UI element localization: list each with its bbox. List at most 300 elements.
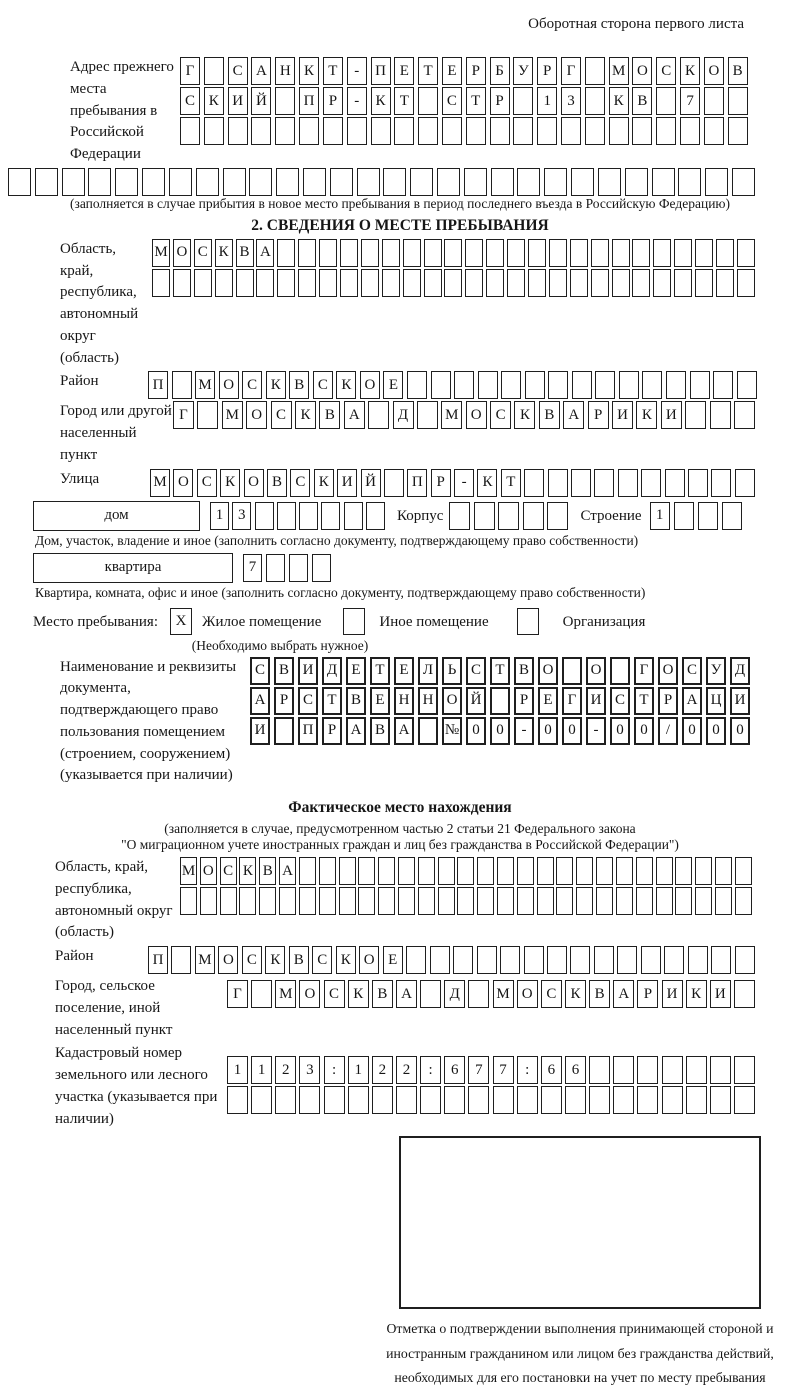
- char-cell[interactable]: [690, 371, 710, 399]
- char-cell[interactable]: [8, 168, 31, 196]
- char-cell[interactable]: [486, 239, 504, 267]
- char-cell[interactable]: В: [632, 87, 652, 115]
- char-cell[interactable]: [704, 117, 724, 145]
- char-cell[interactable]: [418, 117, 438, 145]
- char-cell[interactable]: Д: [393, 401, 414, 429]
- char-cell[interactable]: 0: [706, 717, 726, 745]
- char-cell[interactable]: Т: [394, 87, 414, 115]
- char-cell[interactable]: [249, 168, 272, 196]
- char-cell[interactable]: [465, 239, 483, 267]
- char-cell[interactable]: [289, 554, 308, 582]
- char-cell[interactable]: С: [324, 980, 345, 1008]
- char-cell[interactable]: В: [372, 980, 393, 1008]
- char-cell[interactable]: А: [279, 857, 296, 885]
- char-cell[interactable]: [585, 57, 605, 85]
- char-cell[interactable]: [344, 502, 363, 530]
- char-cell[interactable]: М: [195, 946, 215, 974]
- char-cell[interactable]: С: [682, 657, 702, 685]
- char-cell[interactable]: [348, 1086, 369, 1114]
- char-cell[interactable]: [561, 117, 581, 145]
- char-cell[interactable]: [713, 371, 733, 399]
- char-cell[interactable]: [303, 168, 326, 196]
- char-cell[interactable]: 0: [490, 717, 510, 745]
- char-cell[interactable]: [737, 269, 755, 297]
- char-cell[interactable]: О: [200, 857, 217, 885]
- char-cell[interactable]: С: [242, 946, 262, 974]
- char-cell[interactable]: [438, 857, 455, 885]
- char-cell[interactable]: [298, 269, 316, 297]
- char-cell[interactable]: И: [228, 87, 248, 115]
- char-cell[interactable]: [735, 887, 752, 915]
- char-cell[interactable]: [636, 887, 653, 915]
- char-cell[interactable]: 0: [466, 717, 486, 745]
- char-cell[interactable]: [734, 980, 755, 1008]
- char-cell[interactable]: [585, 117, 605, 145]
- char-cell[interactable]: [330, 168, 353, 196]
- char-cell[interactable]: [477, 857, 494, 885]
- char-cell[interactable]: [403, 269, 421, 297]
- char-cell[interactable]: А: [563, 401, 584, 429]
- char-cell[interactable]: Т: [418, 57, 438, 85]
- char-cell[interactable]: Н: [275, 57, 295, 85]
- char-cell[interactable]: В: [289, 946, 309, 974]
- char-cell[interactable]: [180, 887, 197, 915]
- char-cell[interactable]: Е: [394, 57, 414, 85]
- char-cell[interactable]: О: [538, 657, 558, 685]
- char-cell[interactable]: [491, 168, 514, 196]
- char-cell[interactable]: О: [219, 371, 239, 399]
- char-cell[interactable]: [675, 857, 692, 885]
- char-cell[interactable]: [571, 168, 594, 196]
- char-cell[interactable]: [662, 1086, 683, 1114]
- char-cell[interactable]: И: [612, 401, 633, 429]
- char-cell[interactable]: [403, 239, 421, 267]
- char-cell[interactable]: [596, 887, 613, 915]
- char-cell[interactable]: [298, 239, 316, 267]
- char-cell[interactable]: [636, 857, 653, 885]
- char-cell[interactable]: [698, 502, 718, 530]
- char-cell[interactable]: М: [195, 371, 215, 399]
- char-cell[interactable]: К: [215, 239, 233, 267]
- char-cell[interactable]: И: [661, 401, 682, 429]
- char-cell[interactable]: [324, 1086, 345, 1114]
- char-cell[interactable]: И: [337, 469, 357, 497]
- char-cell[interactable]: [594, 469, 614, 497]
- char-cell[interactable]: [513, 87, 533, 115]
- char-cell[interactable]: [710, 401, 731, 429]
- char-cell[interactable]: С: [442, 87, 462, 115]
- char-cell[interactable]: Н: [418, 687, 438, 715]
- char-cell[interactable]: [716, 269, 734, 297]
- char-cell[interactable]: [417, 401, 438, 429]
- char-cell[interactable]: [35, 168, 58, 196]
- char-cell[interactable]: [617, 946, 637, 974]
- char-cell[interactable]: [398, 857, 415, 885]
- char-cell[interactable]: [339, 857, 356, 885]
- char-cell[interactable]: О: [360, 371, 380, 399]
- char-cell[interactable]: [478, 371, 498, 399]
- char-cell[interactable]: Р: [431, 469, 451, 497]
- char-cell[interactable]: [641, 946, 661, 974]
- char-cell[interactable]: Р: [466, 57, 486, 85]
- char-cell[interactable]: [632, 239, 650, 267]
- char-cell[interactable]: 0: [634, 717, 654, 745]
- char-cell[interactable]: [548, 469, 568, 497]
- char-cell[interactable]: [227, 1086, 248, 1114]
- char-cell[interactable]: А: [344, 401, 365, 429]
- char-cell[interactable]: 1: [348, 1056, 369, 1084]
- char-cell[interactable]: [653, 239, 671, 267]
- char-cell[interactable]: У: [513, 57, 533, 85]
- char-cell[interactable]: К: [265, 946, 285, 974]
- char-cell[interactable]: [734, 1086, 755, 1114]
- char-cell[interactable]: С: [298, 687, 318, 715]
- char-cell[interactable]: [371, 117, 391, 145]
- char-cell[interactable]: 1: [650, 502, 670, 530]
- char-cell[interactable]: [468, 980, 489, 1008]
- char-cell[interactable]: [674, 239, 692, 267]
- char-cell[interactable]: И: [250, 717, 270, 745]
- char-cell[interactable]: Е: [442, 57, 462, 85]
- char-cell[interactable]: [507, 269, 525, 297]
- char-cell[interactable]: [695, 857, 712, 885]
- char-cell[interactable]: [444, 1086, 465, 1114]
- char-cell[interactable]: [612, 239, 630, 267]
- char-cell[interactable]: [656, 117, 676, 145]
- char-cell[interactable]: [457, 857, 474, 885]
- char-cell[interactable]: №: [442, 717, 462, 745]
- char-cell[interactable]: [62, 168, 85, 196]
- char-cell[interactable]: [591, 269, 609, 297]
- char-cell[interactable]: [444, 269, 462, 297]
- char-cell[interactable]: [275, 117, 295, 145]
- char-cell[interactable]: [200, 887, 217, 915]
- char-cell[interactable]: [695, 269, 713, 297]
- char-cell[interactable]: [299, 1086, 320, 1114]
- char-cell[interactable]: Г: [180, 57, 200, 85]
- char-cell[interactable]: Е: [383, 371, 403, 399]
- char-cell[interactable]: В: [236, 239, 254, 267]
- char-cell[interactable]: К: [336, 371, 356, 399]
- char-cell[interactable]: В: [274, 657, 294, 685]
- char-cell[interactable]: 7: [493, 1056, 514, 1084]
- char-cell[interactable]: [215, 269, 233, 297]
- char-cell[interactable]: [591, 239, 609, 267]
- char-cell[interactable]: [711, 946, 731, 974]
- char-cell[interactable]: [274, 717, 294, 745]
- char-cell[interactable]: П: [299, 87, 319, 115]
- char-cell[interactable]: [418, 87, 438, 115]
- char-cell[interactable]: [115, 168, 138, 196]
- char-cell[interactable]: :: [517, 1056, 538, 1084]
- char-cell[interactable]: X: [170, 608, 192, 635]
- char-cell[interactable]: [642, 371, 662, 399]
- char-cell[interactable]: [299, 502, 318, 530]
- char-cell[interactable]: [666, 371, 686, 399]
- char-cell[interactable]: А: [396, 980, 417, 1008]
- char-cell[interactable]: П: [371, 57, 391, 85]
- char-cell[interactable]: [576, 857, 593, 885]
- char-cell[interactable]: В: [319, 401, 340, 429]
- char-cell[interactable]: [449, 502, 470, 530]
- char-cell[interactable]: [239, 887, 256, 915]
- char-cell[interactable]: К: [371, 87, 391, 115]
- char-cell[interactable]: Е: [370, 687, 390, 715]
- char-cell[interactable]: С: [290, 469, 310, 497]
- char-cell[interactable]: К: [266, 371, 286, 399]
- char-cell[interactable]: [613, 1086, 634, 1114]
- char-cell[interactable]: [572, 371, 592, 399]
- char-cell[interactable]: М: [180, 857, 197, 885]
- char-cell[interactable]: [321, 502, 340, 530]
- char-cell[interactable]: [570, 269, 588, 297]
- char-cell[interactable]: [735, 857, 752, 885]
- char-cell[interactable]: Г: [227, 980, 248, 1008]
- char-cell[interactable]: С: [180, 87, 200, 115]
- char-cell[interactable]: К: [204, 87, 224, 115]
- char-cell[interactable]: [737, 239, 755, 267]
- char-cell[interactable]: И: [730, 687, 750, 715]
- char-cell[interactable]: [497, 887, 514, 915]
- char-cell[interactable]: [722, 502, 742, 530]
- char-cell[interactable]: [637, 1056, 658, 1084]
- char-cell[interactable]: [358, 857, 375, 885]
- char-cell[interactable]: [565, 1086, 586, 1114]
- char-cell[interactable]: П: [407, 469, 427, 497]
- char-cell[interactable]: [454, 371, 474, 399]
- char-cell[interactable]: О: [244, 469, 264, 497]
- char-cell[interactable]: [173, 269, 191, 297]
- char-cell[interactable]: [685, 401, 706, 429]
- char-cell[interactable]: 0: [610, 717, 630, 745]
- char-cell[interactable]: [618, 469, 638, 497]
- char-cell[interactable]: [384, 469, 404, 497]
- char-cell[interactable]: [653, 269, 671, 297]
- char-cell[interactable]: А: [613, 980, 634, 1008]
- char-cell[interactable]: К: [239, 857, 256, 885]
- char-cell[interactable]: О: [173, 469, 193, 497]
- char-cell[interactable]: [610, 657, 630, 685]
- char-cell[interactable]: [716, 239, 734, 267]
- char-cell[interactable]: С: [228, 57, 248, 85]
- char-cell[interactable]: П: [148, 371, 168, 399]
- char-cell[interactable]: С: [610, 687, 630, 715]
- char-cell[interactable]: [357, 168, 380, 196]
- char-cell[interactable]: А: [394, 717, 414, 745]
- char-cell[interactable]: [665, 469, 685, 497]
- char-cell[interactable]: [688, 946, 708, 974]
- char-cell[interactable]: [465, 269, 483, 297]
- char-cell[interactable]: [570, 239, 588, 267]
- char-cell[interactable]: [457, 887, 474, 915]
- char-cell[interactable]: [255, 502, 274, 530]
- char-cell[interactable]: [418, 857, 435, 885]
- char-cell[interactable]: [632, 117, 652, 145]
- char-cell[interactable]: [609, 117, 629, 145]
- char-cell[interactable]: [406, 946, 426, 974]
- char-cell[interactable]: [537, 887, 554, 915]
- char-cell[interactable]: [705, 168, 728, 196]
- char-cell[interactable]: Д: [322, 657, 342, 685]
- char-cell[interactable]: -: [347, 87, 367, 115]
- char-cell[interactable]: [251, 980, 272, 1008]
- char-cell[interactable]: [266, 554, 285, 582]
- char-cell[interactable]: В: [539, 401, 560, 429]
- char-cell[interactable]: [394, 117, 414, 145]
- char-cell[interactable]: М: [609, 57, 629, 85]
- char-cell[interactable]: [424, 239, 442, 267]
- char-cell[interactable]: [382, 239, 400, 267]
- char-cell[interactable]: [710, 1056, 731, 1084]
- char-cell[interactable]: Р: [322, 717, 342, 745]
- char-cell[interactable]: М: [493, 980, 514, 1008]
- char-cell[interactable]: [378, 887, 395, 915]
- char-cell[interactable]: [180, 117, 200, 145]
- char-cell[interactable]: [517, 887, 534, 915]
- char-cell[interactable]: 0: [562, 717, 582, 745]
- char-cell[interactable]: Р: [490, 87, 510, 115]
- char-cell[interactable]: [312, 554, 331, 582]
- char-cell[interactable]: [732, 168, 755, 196]
- char-cell[interactable]: [251, 117, 271, 145]
- char-cell[interactable]: [275, 1086, 296, 1114]
- char-cell[interactable]: 6: [541, 1056, 562, 1084]
- char-cell[interactable]: Т: [634, 687, 654, 715]
- char-cell[interactable]: Й: [251, 87, 271, 115]
- char-cell[interactable]: [728, 87, 748, 115]
- char-cell[interactable]: [680, 117, 700, 145]
- char-cell[interactable]: Й: [361, 469, 381, 497]
- char-cell[interactable]: [477, 946, 497, 974]
- char-cell[interactable]: К: [348, 980, 369, 1008]
- char-cell[interactable]: [372, 1086, 393, 1114]
- char-cell[interactable]: [299, 857, 316, 885]
- char-cell[interactable]: [442, 117, 462, 145]
- char-cell[interactable]: К: [514, 401, 535, 429]
- char-cell[interactable]: [675, 887, 692, 915]
- char-cell[interactable]: [228, 117, 248, 145]
- char-cell[interactable]: [279, 887, 296, 915]
- char-cell[interactable]: [734, 401, 755, 429]
- char-cell[interactable]: 2: [396, 1056, 417, 1084]
- char-cell[interactable]: С: [656, 57, 676, 85]
- char-cell[interactable]: [688, 469, 708, 497]
- char-cell[interactable]: А: [256, 239, 274, 267]
- char-cell[interactable]: [715, 857, 732, 885]
- char-cell[interactable]: О: [704, 57, 724, 85]
- char-cell[interactable]: 1: [210, 502, 229, 530]
- char-cell[interactable]: О: [632, 57, 652, 85]
- char-cell[interactable]: Т: [323, 57, 343, 85]
- char-cell[interactable]: К: [295, 401, 316, 429]
- char-cell[interactable]: [220, 887, 237, 915]
- char-cell[interactable]: [319, 239, 337, 267]
- char-cell[interactable]: [407, 371, 427, 399]
- char-cell[interactable]: Р: [514, 687, 534, 715]
- char-cell[interactable]: К: [299, 57, 319, 85]
- char-cell[interactable]: [625, 168, 648, 196]
- char-cell[interactable]: Г: [561, 57, 581, 85]
- char-cell[interactable]: [277, 502, 296, 530]
- char-cell[interactable]: -: [347, 57, 367, 85]
- char-cell[interactable]: О: [299, 980, 320, 1008]
- char-cell[interactable]: М: [150, 469, 170, 497]
- char-cell[interactable]: [444, 239, 462, 267]
- char-cell[interactable]: Р: [537, 57, 557, 85]
- char-cell[interactable]: [299, 887, 316, 915]
- char-cell[interactable]: [652, 168, 675, 196]
- char-cell[interactable]: [194, 269, 212, 297]
- char-cell[interactable]: [277, 239, 295, 267]
- char-cell[interactable]: К: [636, 401, 657, 429]
- char-cell[interactable]: [695, 887, 712, 915]
- char-cell[interactable]: [544, 168, 567, 196]
- char-cell[interactable]: [382, 269, 400, 297]
- char-cell[interactable]: [486, 269, 504, 297]
- char-cell[interactable]: [142, 168, 165, 196]
- char-cell[interactable]: [598, 168, 621, 196]
- stamp-area[interactable]: [399, 1136, 761, 1309]
- char-cell[interactable]: С: [313, 371, 333, 399]
- char-cell[interactable]: [358, 887, 375, 915]
- char-cell[interactable]: [474, 502, 495, 530]
- char-cell[interactable]: [513, 117, 533, 145]
- char-cell[interactable]: 6: [444, 1056, 465, 1084]
- char-cell[interactable]: [236, 269, 254, 297]
- char-cell[interactable]: [517, 608, 539, 635]
- char-cell[interactable]: И: [662, 980, 683, 1008]
- char-cell[interactable]: [398, 887, 415, 915]
- char-cell[interactable]: [710, 1086, 731, 1114]
- char-cell[interactable]: В: [346, 687, 366, 715]
- char-cell[interactable]: К: [314, 469, 334, 497]
- char-cell[interactable]: [319, 269, 337, 297]
- char-cell[interactable]: [453, 946, 473, 974]
- char-cell[interactable]: Т: [501, 469, 521, 497]
- char-cell[interactable]: С: [220, 857, 237, 885]
- char-cell[interactable]: Д: [730, 657, 750, 685]
- char-cell[interactable]: 7: [243, 554, 262, 582]
- char-cell[interactable]: [152, 269, 170, 297]
- char-cell[interactable]: Н: [394, 687, 414, 715]
- char-cell[interactable]: Й: [466, 687, 486, 715]
- char-cell[interactable]: [276, 168, 299, 196]
- char-cell[interactable]: [549, 269, 567, 297]
- char-cell[interactable]: [517, 857, 534, 885]
- char-cell[interactable]: С: [312, 946, 332, 974]
- char-cell[interactable]: Е: [346, 657, 366, 685]
- char-cell[interactable]: [589, 1086, 610, 1114]
- char-cell[interactable]: [497, 857, 514, 885]
- char-cell[interactable]: 0: [730, 717, 750, 745]
- char-cell[interactable]: Г: [173, 401, 194, 429]
- char-cell[interactable]: [616, 857, 633, 885]
- char-cell[interactable]: [259, 887, 276, 915]
- char-cell[interactable]: /: [658, 717, 678, 745]
- char-cell[interactable]: 1: [537, 87, 557, 115]
- char-cell[interactable]: [169, 168, 192, 196]
- char-cell[interactable]: [704, 87, 724, 115]
- char-cell[interactable]: [517, 1086, 538, 1114]
- char-cell[interactable]: [383, 168, 406, 196]
- char-cell[interactable]: [431, 371, 451, 399]
- char-cell[interactable]: [410, 168, 433, 196]
- char-cell[interactable]: С: [242, 371, 262, 399]
- char-cell[interactable]: [686, 1086, 707, 1114]
- char-cell[interactable]: [715, 887, 732, 915]
- char-cell[interactable]: Д: [444, 980, 465, 1008]
- char-cell[interactable]: К: [336, 946, 356, 974]
